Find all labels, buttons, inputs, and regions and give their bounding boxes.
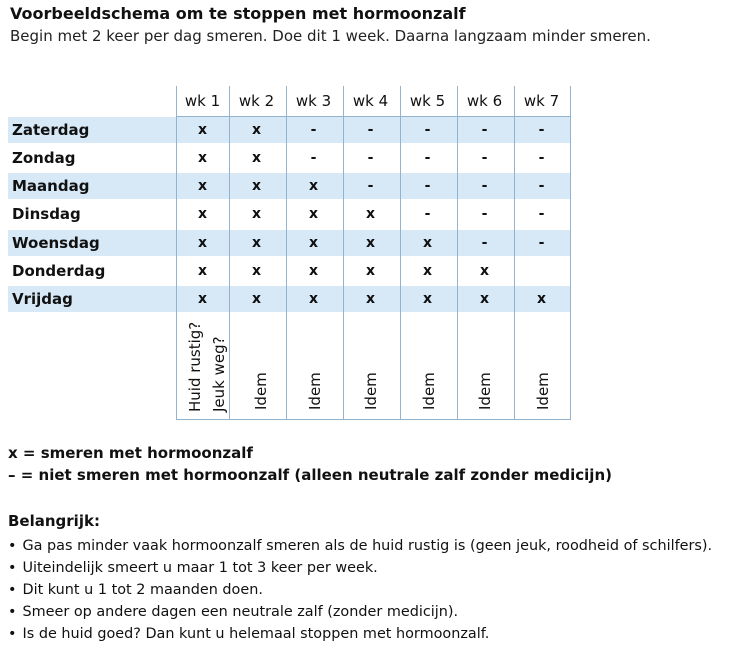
schedule-cell: - [481, 206, 488, 222]
schedule-cell: x [197, 150, 208, 166]
schedule-cell: - [310, 150, 317, 166]
schedule-cell: - [481, 122, 488, 138]
schedule-cell: - [538, 150, 545, 166]
page-subtitle: Begin met 2 keer per dag smeren. Doe dit 1 week. Daarna langzaam minder smeren. [10, 27, 651, 45]
schedule-cell: - [424, 150, 431, 166]
schedule-cell: x [197, 206, 208, 222]
schedule-cell: x [365, 206, 376, 222]
schedule-cell: - [424, 122, 431, 138]
schedule-cell: x [479, 291, 490, 307]
day-label: Zaterdag [12, 121, 90, 139]
schedule-cell: x [422, 291, 433, 307]
list-item: • Is de huid goed? Dan kunt u helemaal stoppen met hormoonzalf. [8, 626, 490, 642]
schedule-cell: x [251, 263, 262, 279]
idem-wk7: Idem [534, 372, 552, 410]
legend-dash: – = niet smeren met hormoonzalf (alleen neutrale zalf zonder medicijn) [8, 466, 612, 484]
schedule-cell: - [367, 122, 374, 138]
schedule-cell: x [251, 235, 262, 251]
schedule-cell: x [308, 235, 319, 251]
bottom-border [176, 419, 570, 420]
week-header-4: wk 4 [352, 92, 389, 110]
schedule-cell: x [308, 206, 319, 222]
wk1-check-jeuk: Jeuk weg? [210, 336, 228, 412]
day-label: Woensdag [12, 234, 100, 252]
grid-vline [570, 86, 571, 420]
schedule-cell: x [197, 178, 208, 194]
list-item: • Dit kunt u 1 tot 2 maanden doen. [8, 582, 263, 598]
day-label: Vrijdag [12, 290, 73, 308]
week-header-1: wk 1 [184, 92, 221, 110]
schedule-cell: - [538, 178, 545, 194]
schedule-cell: x [308, 291, 319, 307]
schedule-cell: x [251, 291, 262, 307]
schedule-cell: - [424, 178, 431, 194]
idem-wk5: Idem [420, 372, 438, 410]
idem-wk3: Idem [306, 372, 324, 410]
schedule-cell: x [536, 291, 547, 307]
schedule-cell: - [538, 206, 545, 222]
schedule-cell: - [538, 122, 545, 138]
day-label: Maandag [12, 177, 90, 195]
schedule-cell: x [197, 263, 208, 279]
schedule-cell: - [424, 206, 431, 222]
week-header-7: wk 7 [523, 92, 560, 110]
schedule-cell: - [481, 150, 488, 166]
important-heading: Belangrijk: [8, 512, 100, 530]
schedule-cell: x [308, 263, 319, 279]
important-list [8, 535, 712, 645]
schedule-cell: x [251, 122, 262, 138]
idem-wk4: Idem [362, 372, 380, 410]
schedule-cell: x [365, 291, 376, 307]
week-header-2: wk 2 [238, 92, 275, 110]
schedule-cell: - [481, 235, 488, 251]
schedule-cell: x [308, 178, 319, 194]
schedule-cell: x [422, 263, 433, 279]
schedule-cell: x [479, 263, 490, 279]
week-header-3: wk 3 [295, 92, 332, 110]
schedule-cell: x [197, 291, 208, 307]
schedule-cell: x [422, 235, 433, 251]
week-header-6: wk 6 [466, 92, 503, 110]
schedule-cell: - [538, 235, 545, 251]
schedule-cell: x [251, 206, 262, 222]
day-label: Zondag [12, 149, 76, 167]
legend-x: x = smeren met hormoonzalf [8, 444, 253, 462]
day-label: Donderdag [12, 262, 106, 280]
schedule-cell: x [251, 150, 262, 166]
schedule-cell: x [365, 235, 376, 251]
schedule-cell: - [481, 178, 488, 194]
schedule-cell: x [251, 178, 262, 194]
idem-wk6: Idem [476, 372, 494, 410]
schedule-cell: x [197, 122, 208, 138]
schedule-cell: x [197, 235, 208, 251]
idem-wk2: Idem [252, 372, 270, 410]
page-title: Voorbeeldschema om te stoppen met hormoonzalf [10, 4, 466, 23]
list-item: • Ga pas minder vaak hormoonzalf smeren als de huid rustig is (geen jeuk, roodheid of schilfers). [8, 538, 713, 554]
list-item: • Smeer op andere dagen een neutrale zalf (zonder medicijn). [8, 604, 459, 620]
schedule-cell: - [367, 150, 374, 166]
schedule-cell: x [365, 263, 376, 279]
week-header-5: wk 5 [409, 92, 446, 110]
list-item: • Uiteindelijk smeert u maar 1 tot 3 keer per week. [8, 560, 378, 576]
schedule-cell: - [310, 122, 317, 138]
schedule-cell: - [367, 178, 374, 194]
day-label: Dinsdag [12, 205, 81, 223]
wk1-check-huid: Huid rustig? [186, 321, 204, 412]
